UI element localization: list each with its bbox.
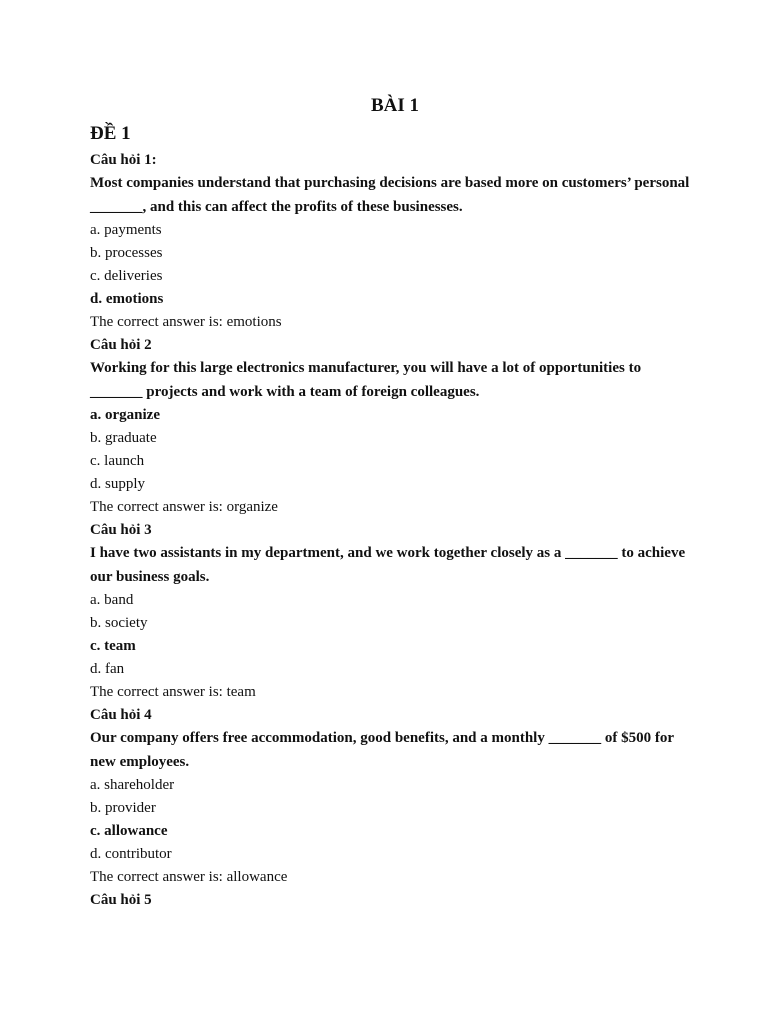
option-d: d. supply <box>90 476 146 492</box>
option-c: c. deliveries <box>90 268 163 284</box>
question-block-2 <box>90 334 690 519</box>
section-title: ĐỀ 1 <box>90 123 131 144</box>
option-a: a. organize <box>90 407 160 423</box>
option-b: b. society <box>90 615 148 631</box>
correct-answer: The correct answer is: allowance <box>90 869 288 885</box>
question-block-1 <box>90 149 690 334</box>
question-text: Working for this large electronics manufacturer, you will have a lot of opportunities to _______ projects and work with a team of foreign colleagues. <box>90 360 642 400</box>
option-c: c. allowance <box>90 823 168 839</box>
correct-answer: The correct answer is: emotions <box>90 314 282 330</box>
document-title: BÀI 1 <box>370 95 420 116</box>
option-c: c. team <box>90 638 136 654</box>
question-block-4 <box>90 704 690 889</box>
correct-answer: The correct answer is: team <box>90 684 256 700</box>
question-text: Most companies understand that purchasing decisions are based more on customers’ personal _______, and this can affect the profits of these businesses. <box>90 175 690 215</box>
question-label: Câu hỏi 5 <box>90 892 152 908</box>
option-d: d. fan <box>90 661 125 677</box>
option-b: b. provider <box>90 800 156 816</box>
option-d: d. emotions <box>90 291 164 307</box>
option-b: b. processes <box>90 245 163 261</box>
question-label: Câu hỏi 1: <box>90 152 157 168</box>
question-block-5 <box>90 889 690 912</box>
question-text: Our company offers free accommodation, good benefits, and a monthly _______ of $500 for new employees. <box>90 730 674 770</box>
document-page <box>90 92 690 912</box>
correct-answer: The correct answer is: organize <box>90 499 278 515</box>
question-label: Câu hỏi 3 <box>90 522 152 538</box>
option-a: a. band <box>90 592 134 608</box>
option-d: d. contributor <box>90 846 172 862</box>
option-a: a. shareholder <box>90 777 175 793</box>
option-a: a. payments <box>90 222 162 238</box>
question-text: I have two assistants in my department, and we work together closely as a _______ to achieve our business goals. <box>90 545 686 585</box>
question-label: Câu hỏi 4 <box>90 707 152 723</box>
question-block-3 <box>90 519 690 704</box>
question-label: Câu hỏi 2 <box>90 337 152 353</box>
option-c: c. launch <box>90 453 145 469</box>
option-b: b. graduate <box>90 430 157 446</box>
